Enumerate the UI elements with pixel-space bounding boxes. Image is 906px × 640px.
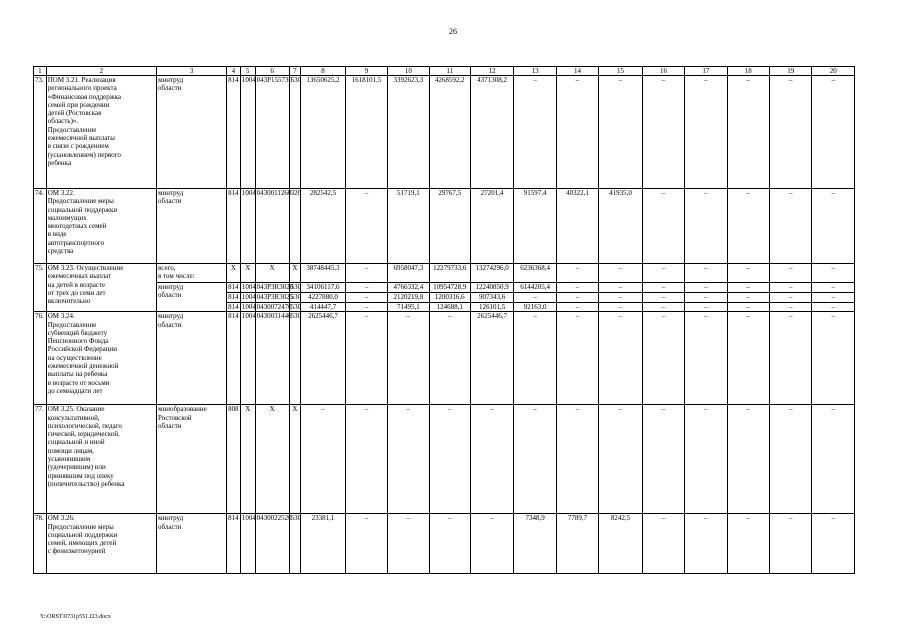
value-cell-c4: 814	[227, 312, 241, 405]
value-cell-c15: –	[599, 264, 642, 283]
value-cell-c5: 1004	[241, 303, 256, 311]
value-cell-c16: –	[642, 514, 684, 574]
executor-text: минобразование Ростовской области	[158, 405, 207, 430]
table-row	[34, 283, 855, 293]
value-cell-c9: –	[345, 405, 387, 514]
column-number-header: 3	[157, 67, 227, 76]
event-name	[46, 264, 156, 312]
column-number-header: 20	[812, 67, 855, 76]
value-cell-c19: –	[770, 293, 812, 303]
value-cell-c11: 124688,1	[429, 303, 470, 312]
column-number-header: 14	[556, 67, 598, 76]
value-cell-c7: 530	[290, 283, 302, 291]
event-name-text: ПОМ 3.21. Реализация регионального проекта «Финансовая поддержка семей при рождении детей (Ростовская область)». Предоставление ежемесячной выплаты в связи с рождением (усыновлением) первого ребенка	[47, 76, 122, 167]
value-cell-c11: –	[429, 405, 470, 514]
value-cell-c4: 814	[227, 76, 241, 189]
value-cell-c10: 51719,1	[388, 189, 429, 264]
value-cell-c6: 043Р3R3025	[256, 293, 294, 301]
executor-text: минтруд области	[158, 514, 184, 531]
value-cell-c4: 808	[227, 405, 241, 514]
event-name	[46, 514, 156, 574]
value-cell-c16: –	[642, 283, 684, 293]
value-cell-c12: 907343,6	[470, 293, 513, 303]
value-cell-c11: 12279733,6	[429, 264, 470, 283]
value-cell-c6: 0430072470	[256, 303, 292, 311]
value-cell-c7: 530	[290, 293, 302, 301]
executor-text: минтруд области	[158, 76, 184, 93]
executor	[157, 514, 227, 574]
table-row	[34, 189, 855, 264]
value-cell-c19: –	[770, 283, 812, 293]
budget-table	[33, 66, 855, 574]
value-cell-c11: 10954728,9	[429, 283, 470, 293]
event-name	[46, 405, 156, 514]
table-row	[34, 76, 855, 189]
value-cell-c6: 0430011260	[255, 189, 289, 264]
value-cell-c17: –	[685, 312, 727, 405]
value-cell-c19: –	[770, 514, 812, 574]
value-cell-c9: –	[345, 293, 387, 303]
value-cell-c19: –	[770, 303, 812, 312]
executor-text: минтруд	[158, 283, 184, 291]
value-cell-c16: –	[642, 264, 684, 283]
value-cell-c5: 1004	[240, 312, 255, 405]
value-cell-c13: 91597,4	[514, 189, 556, 264]
value-cell-c15: –	[599, 405, 642, 514]
column-number-header: 15	[599, 67, 642, 76]
value-cell-c8: 13650625,2	[301, 76, 346, 189]
event-name-text: ОМ 3.23. Осуществление ежемесячных выплат на детей в возрасте от трех до семи лет включительно	[47, 264, 124, 306]
value-cell-c4: X	[227, 264, 241, 283]
value-cell-c10: 71495,1	[388, 303, 429, 312]
value-cell-c17: –	[685, 303, 727, 312]
event-name-text: ОМ 3.25. Оказание консультативной, психологической, педаго гической, юридической, социальной и иной помощи лицам, усыновившим (удочерившим) или принявшим под опеку (попечительство) ребенка	[47, 405, 125, 488]
value-cell-c5: 1004	[241, 283, 256, 291]
value-cell-c17: –	[685, 264, 727, 283]
row-number: 74.	[34, 189, 47, 264]
value-cell-c20: –	[812, 264, 855, 283]
value-cell-c17: –	[685, 293, 727, 303]
value-cell-c11: –	[429, 514, 470, 574]
column-number-header: 5	[240, 67, 255, 76]
value-cell-c20: –	[812, 76, 855, 189]
column-number-header: 16	[642, 67, 684, 76]
header-row	[34, 67, 855, 76]
value-cell-c14: 7789,7	[556, 514, 598, 574]
value-cell-c19: –	[770, 189, 812, 264]
value-cell-c10: –	[388, 514, 429, 574]
value-cell-c17: –	[685, 189, 727, 264]
value-cell-c9: –	[345, 312, 387, 405]
value-cell-c17: –	[685, 283, 727, 293]
value-cell-c4: 814	[228, 283, 239, 291]
value-cell-c9: –	[345, 189, 387, 264]
value-cell-c8: 414447,7	[301, 303, 346, 312]
column-number-header: 10	[388, 67, 429, 76]
event-name-text: ОМ 3.22. Предоставление меры социальной поддержки малоимущих многодетных семей в виде автотранспортного средства	[47, 189, 118, 256]
table-row	[34, 264, 855, 283]
value-cell-c18: –	[727, 303, 769, 312]
column-number-header: 12	[470, 67, 513, 76]
value-cell-c18: –	[727, 405, 769, 514]
value-cell-c16: –	[642, 312, 684, 405]
column-number-header: 7	[289, 67, 301, 76]
column-number-header: 9	[345, 67, 387, 76]
row-number: 76.	[34, 312, 47, 405]
value-cell-c7: X	[289, 264, 301, 283]
value-cell-c7: X	[289, 405, 301, 514]
value-cell-c12: 13274296,0	[470, 264, 513, 283]
value-cell-c8: 34106117,6	[301, 283, 346, 293]
executor-text: минтруд области	[158, 189, 184, 206]
value-cell-c15: –	[599, 283, 642, 293]
value-cell-c18: –	[727, 264, 769, 283]
column-number-header: 1	[34, 67, 47, 76]
executor-text: всего, в том числе:	[158, 264, 195, 281]
value-cell-c6: 0430022520	[255, 514, 289, 574]
value-cell-c5: X	[240, 405, 255, 514]
value-cell-c10: 6958047,3	[388, 264, 429, 283]
executor	[157, 189, 227, 264]
value-cell-c13: –	[514, 312, 556, 405]
value-cell-c18: –	[727, 312, 769, 405]
event-name-text: ОМ 3.26. Предоставление меры социальной поддержки семей, имеющих детей с фенилкетонурией	[47, 514, 118, 556]
executor	[157, 405, 227, 514]
value-cell-c13: 6144205,4	[514, 283, 556, 293]
value-cell-c8: 38748445,3	[301, 264, 346, 283]
value-cell-c14: –	[556, 312, 598, 405]
row-number: 77.	[34, 405, 47, 514]
value-cell-c18: –	[727, 293, 769, 303]
table-row	[34, 514, 855, 574]
value-cell-c14: –	[556, 405, 598, 514]
column-number-header: 2	[46, 67, 156, 76]
event-name	[46, 189, 156, 264]
value-cell-c16: –	[642, 405, 684, 514]
table-row	[34, 405, 855, 514]
value-cell-c15: –	[599, 303, 642, 312]
value-cell-c12: 4371308,2	[470, 76, 513, 189]
column-number-header: 6	[255, 67, 289, 76]
value-cell-c5: X	[240, 264, 255, 283]
value-cell-c8: 4227880,0	[301, 293, 346, 303]
value-cell-c4: 814	[228, 303, 239, 311]
value-cell-c20: –	[812, 189, 855, 264]
executor	[157, 264, 227, 283]
value-cell-c11: 4268592,2	[429, 76, 470, 189]
value-cell-c14: –	[556, 293, 598, 303]
value-cell-c10: –	[388, 312, 429, 405]
value-cell-c18: –	[727, 76, 769, 189]
value-cell-c13: –	[514, 405, 556, 514]
value-cell-c7: 530	[289, 76, 301, 189]
value-cell-c9: 1618101,5	[345, 76, 387, 189]
row-number: 73.	[34, 76, 47, 189]
value-cell-c12: 126101,5	[470, 303, 513, 312]
value-cell-c20: –	[812, 293, 855, 303]
executor	[157, 283, 227, 312]
value-cell-c10: 4766332,4	[388, 283, 429, 293]
value-cell-c14: –	[556, 76, 598, 189]
value-cell-c20: –	[812, 312, 855, 405]
value-cell-c5: 1004	[241, 293, 256, 301]
value-cell-c18: –	[727, 514, 769, 574]
value-cell-c15: 41935,0	[599, 189, 642, 264]
value-cell-c5: 1004	[240, 189, 255, 264]
value-cell-c7: 320	[289, 189, 301, 264]
value-cell-c6: X	[255, 264, 289, 283]
value-cell-c7: 530	[290, 303, 302, 311]
value-cell-c19: –	[770, 76, 812, 189]
value-cell-c12: 12240850,9	[470, 283, 513, 293]
value-cell-c13: 6236368,4	[514, 264, 556, 283]
executor	[157, 312, 227, 405]
value-cell-c6: X	[255, 405, 289, 514]
value-cell-c16: –	[642, 293, 684, 303]
value-cell-c17: –	[685, 76, 727, 189]
value-cell-c19: –	[770, 264, 812, 283]
value-cell-c15: 8242,5	[599, 514, 642, 574]
column-number-header: 18	[727, 67, 769, 76]
column-number-header: 11	[429, 67, 470, 76]
value-cell-c14: –	[556, 283, 598, 293]
column-number-header: 17	[685, 67, 727, 76]
value-cell-c17: –	[685, 405, 727, 514]
value-cell-c11: 29767,5	[429, 189, 470, 264]
value-cell-c10: 3392623,3	[388, 76, 429, 189]
value-cell-c6: 043Р155730	[255, 76, 289, 189]
column-number-header: 19	[770, 67, 812, 76]
value-cell-c20: –	[812, 405, 855, 514]
value-cell-c13: 92163,0	[514, 303, 556, 312]
executor-text: минтруд области	[158, 312, 184, 329]
value-cell-c9: –	[345, 264, 387, 283]
value-cell-c20: –	[812, 514, 855, 574]
value-cell-c18: –	[727, 283, 769, 293]
column-number-header: 4	[227, 67, 241, 76]
value-cell-c4: 814	[227, 189, 241, 264]
event-name	[46, 312, 156, 405]
value-cell-c4: 814	[227, 514, 241, 574]
value-cell-c13: –	[514, 293, 556, 303]
value-cell-c12: 2625446,7	[470, 312, 513, 405]
value-cell-c5: 1004	[240, 76, 255, 189]
value-cell-c9: –	[345, 303, 387, 312]
value-cell-c9: –	[345, 514, 387, 574]
value-cell-c18: –	[727, 189, 769, 264]
value-cell-c12: –	[470, 405, 513, 514]
value-cell-c20: –	[812, 303, 855, 312]
event-name-text: ОМ 3.24. Предоставление субвенций бюджету Пенсионного Фонда Российской Федерации на осуществление ежемесячной денежной выплаты на ребенка в возрасте от восьми до семнадцати лет	[47, 312, 119, 395]
value-cell-c11: 1200316,6	[429, 293, 470, 303]
value-cell-c12: 27201,4	[470, 189, 513, 264]
column-number-header: 8	[301, 67, 346, 76]
value-cell-c15: –	[599, 293, 642, 303]
value-cell-c15: –	[599, 312, 642, 405]
value-cell-c20: –	[812, 283, 855, 293]
value-cell-c14: –	[556, 303, 598, 312]
value-cell-c14: 40322,1	[556, 189, 598, 264]
value-cell-c14: –	[556, 264, 598, 283]
value-cell-c5: 1004	[240, 514, 255, 574]
row-number: 78.	[34, 514, 47, 574]
value-cell-c17: –	[685, 514, 727, 574]
value-cell-c19: –	[770, 312, 812, 405]
value-cell-c6: 043Р3R3020	[256, 283, 294, 291]
file-path-footer: Y:\ORST\0731p551.f23.docx	[40, 614, 111, 620]
value-cell-c13: 7348,9	[514, 514, 556, 574]
value-cell-c19: –	[770, 405, 812, 514]
value-cell-c13: –	[514, 76, 556, 189]
value-cell-c11: –	[429, 312, 470, 405]
page-number: 26	[449, 27, 457, 36]
value-cell-c16: –	[642, 303, 684, 312]
value-cell-c16: –	[642, 76, 684, 189]
value-cell-c7: 530	[289, 312, 301, 405]
executor-text: области	[158, 291, 182, 300]
value-cell-c10: 2120219,8	[388, 293, 429, 303]
value-cell-c8: –	[301, 405, 346, 514]
budget-table-container	[33, 66, 855, 574]
row-number: 75.	[34, 264, 47, 312]
value-cell-c8: 2625446,7	[301, 312, 346, 405]
value-cell-c16: –	[642, 189, 684, 264]
executor	[157, 76, 227, 189]
value-cell-c8: 282542,5	[301, 189, 346, 264]
column-number-header: 13	[514, 67, 556, 76]
value-cell-c10: –	[388, 405, 429, 514]
table-row	[34, 312, 855, 405]
value-cell-c9: –	[345, 283, 387, 293]
value-cell-c15: –	[599, 76, 642, 189]
value-cell-c12: –	[470, 514, 513, 574]
value-cell-c7: 530	[289, 514, 301, 574]
value-cell-c8: 23381,1	[301, 514, 346, 574]
value-cell-c4: 814	[228, 293, 239, 301]
event-name	[46, 76, 156, 189]
value-cell-c6: 0430031440	[255, 312, 289, 405]
